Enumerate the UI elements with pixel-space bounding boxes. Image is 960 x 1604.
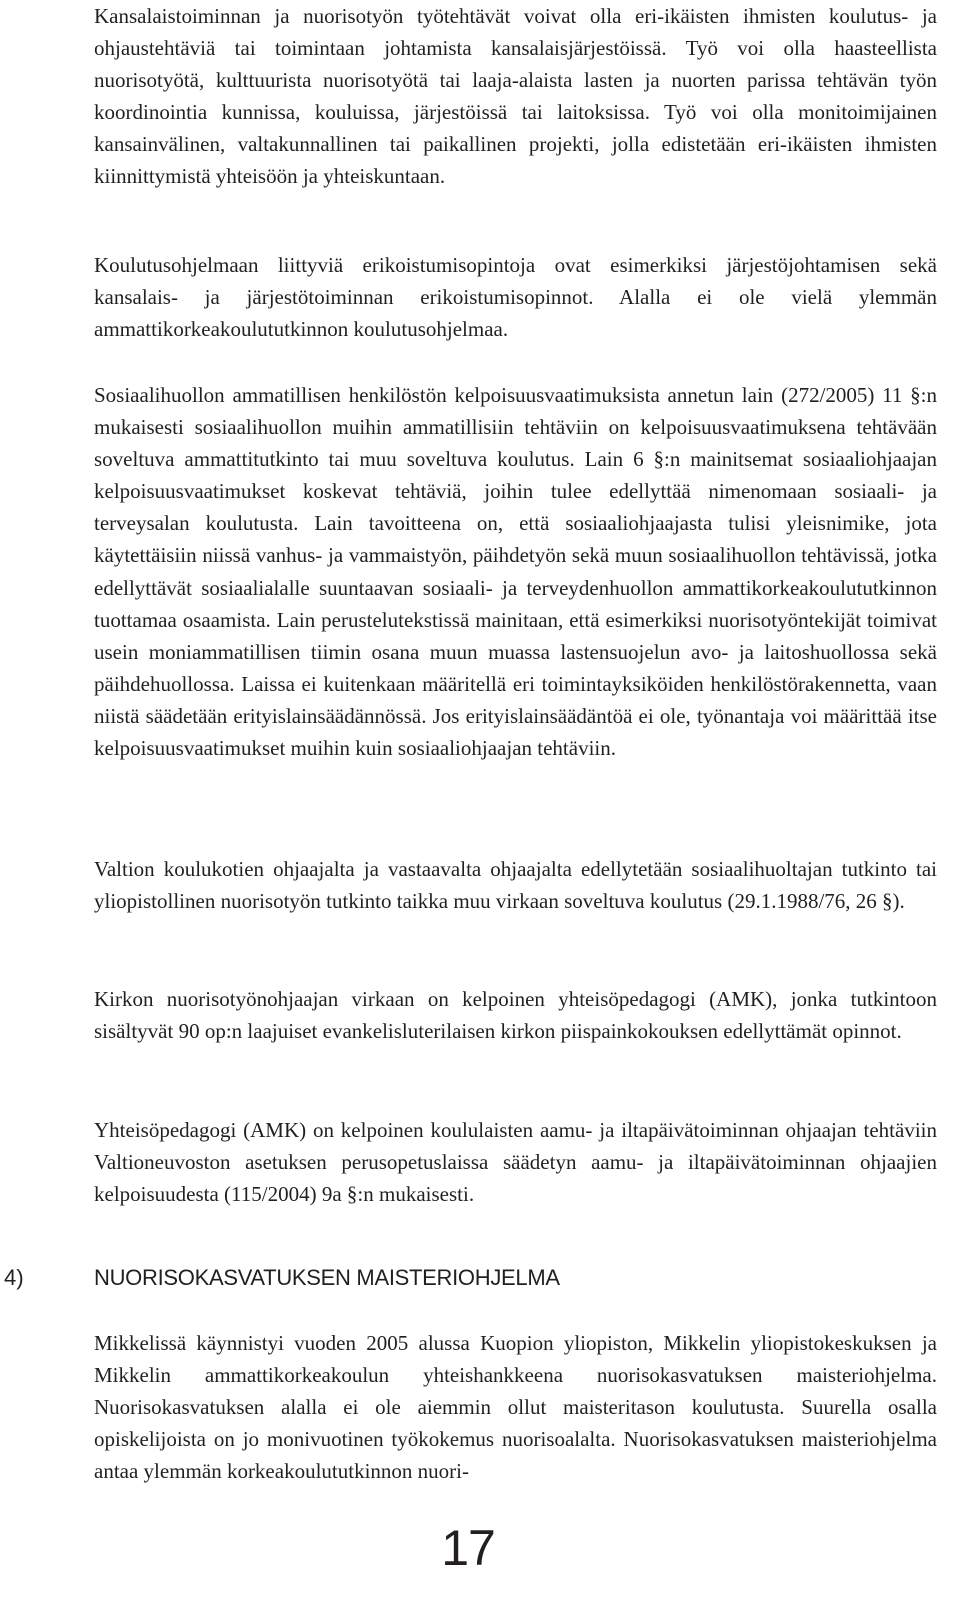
paragraph-text: Koulutusohjelmaan liittyviä erikoistumisopintoja ovat esimerkiksi järjestöjohtamisen sekä kansalais- ja järjestötoiminnan erikoistumisopinnot. Alalla ei ole vielä ylemmän ammattikorkeakoulututkinnon koulutusohjelmaa. [94, 253, 937, 342]
paragraph-text: Kansalaistoiminnan ja nuorisotyön työtehtävät voivat olla eri-ikäisten ihmisten koulutus- ja ohjaustehtäviä tai toimintaan johtamista kansalaisjärjestöissä. Työ voi olla haasteellista nuorisotyötä, kulttuurista nuorisotyötä tai laaja-alaista lasten ja nuorten parissa tehtävän työn koordinointia kunnissa, kouluissa, järjestöissä tai laitoksissa. Työ voi olla monitoimijainen kansainvälinen, valtakunnallinen tai paikallinen projekti, jolla edistetään eri-ikäisten ihmisten kiinnittymistä yhteisöön ja yhteiskuntaan. [94, 4, 937, 189]
paragraph-masters-programme [94, 1327, 937, 1487]
paragraph-text: Valtion koulukotien ohjaajalta ja vastaavalta ohjaajalta edellytetään sosiaalihuoltajan tutkinto tai yliopistollinen nuorisotyön tutkinto taikka muu virkaan soveltuva koulutus (29.1.1988/76, 26 §). [94, 857, 937, 914]
paragraph-specialization-studies [94, 249, 937, 345]
paragraph-reform-schools [94, 853, 937, 917]
paragraph-text: Yhteisöpedagogi (AMK) on kelpoinen koululaisten aamu- ja iltapäivätoiminnan ohjaajan tehtäviin Valtioneuvoston asetuksen perusopetuslaissa säädetyn aamu- ja iltapäivätoiminnan ohjaajien kelpoisuudesta (115/2004) 9a §:n mukaisesti. [94, 1118, 937, 1207]
page-number: 17 [441, 1520, 495, 1576]
paragraph-church-youth-work [94, 983, 937, 1047]
section-number: 4) [4, 1265, 24, 1290]
paragraph-work-tasks [94, 0, 937, 193]
section-heading: NUORISOKASVATUKSEN MAISTERIOHJELMA [94, 1265, 560, 1290]
paragraph-after-school-activities [94, 1114, 937, 1210]
paragraph-text: Mikkelissä käynnistyi vuoden 2005 alussa Kuopion yliopiston, Mikkelin yliopistokeskuksen ja Mikkelin ammattikorkeakoulun yhteishankkeena nuorisokasvatuksen maisteriohjelma. Nuorisokasvatuksen alalla ei ole aiemmin ollut maisteritason koulutusta. Suurella osalla opiskelijoista on jo monivuotinen työkokemus nuorisoalalta. Nuorisokasvatuksen maisteriohjelma antaa ylemmän korkeakoulututkinnon nuori- [94, 1331, 937, 1484]
paragraph-qualification-law [94, 379, 937, 764]
paragraph-text: Kirkon nuorisotyönohjaajan virkaan on kelpoinen yhteisöpedagogi (AMK), jonka tutkintoon sisältyvät 90 op:n laajuiset evankelisluterilaisen kirkon piispainkokouksen edellyttämät opinnot. [94, 987, 937, 1044]
paragraph-text: Sosiaalihuollon ammatillisen henkilöstön kelpoisuusvaatimuksista annetun lain (272/2005) 11 §:n mukaisesti sosiaalihuollon muihin ammatillisiin tehtäviin on kelpoisuusvaatimuksena tehtävään soveltuva ammattitutkinto tai muu soveltuva koulutus. Lain 6 §:n mainitsemat sosiaaliohjaajan kelpoisuusvaatimukset koskevat tehtäviä, joihin tulee edellyttää nimenomaan sosiaali- ja terveysalan koulutusta. Lain tavoitteena on, että sosiaaliohjaajasta tulisi yleisnimike, jota käytettäisiin niissä vanhus- ja vammaistyön, päihdetyön sekä muun sosiaalihuollon tehtävissä, jotka edellyttävät sosiaalialalle suuntaavan sosiaali- ja terveydenhuollon ammattikorkeakoulututkinnon tuottamaa osaamista. Lain perustelutekstissä mainitaan, että esimerkiksi nuorisotyöntekijät toimivat usein moniammatillisen tiimin osana muun muassa lastensuojelun avo- ja laitoshuollossa sekä päihdehuollossa. Laissa ei kuitenkaan määritellä eri toimintayksiköiden henkilöstörakennetta, vaan niistä säädetään erityislainsäädännössä. Jos erityislainsäädäntöä ei ole, työnantaja voi määrittää itse kelpoisuusvaatimukset muihin kuin sosiaaliohjaajan tehtäviin. [94, 383, 937, 761]
